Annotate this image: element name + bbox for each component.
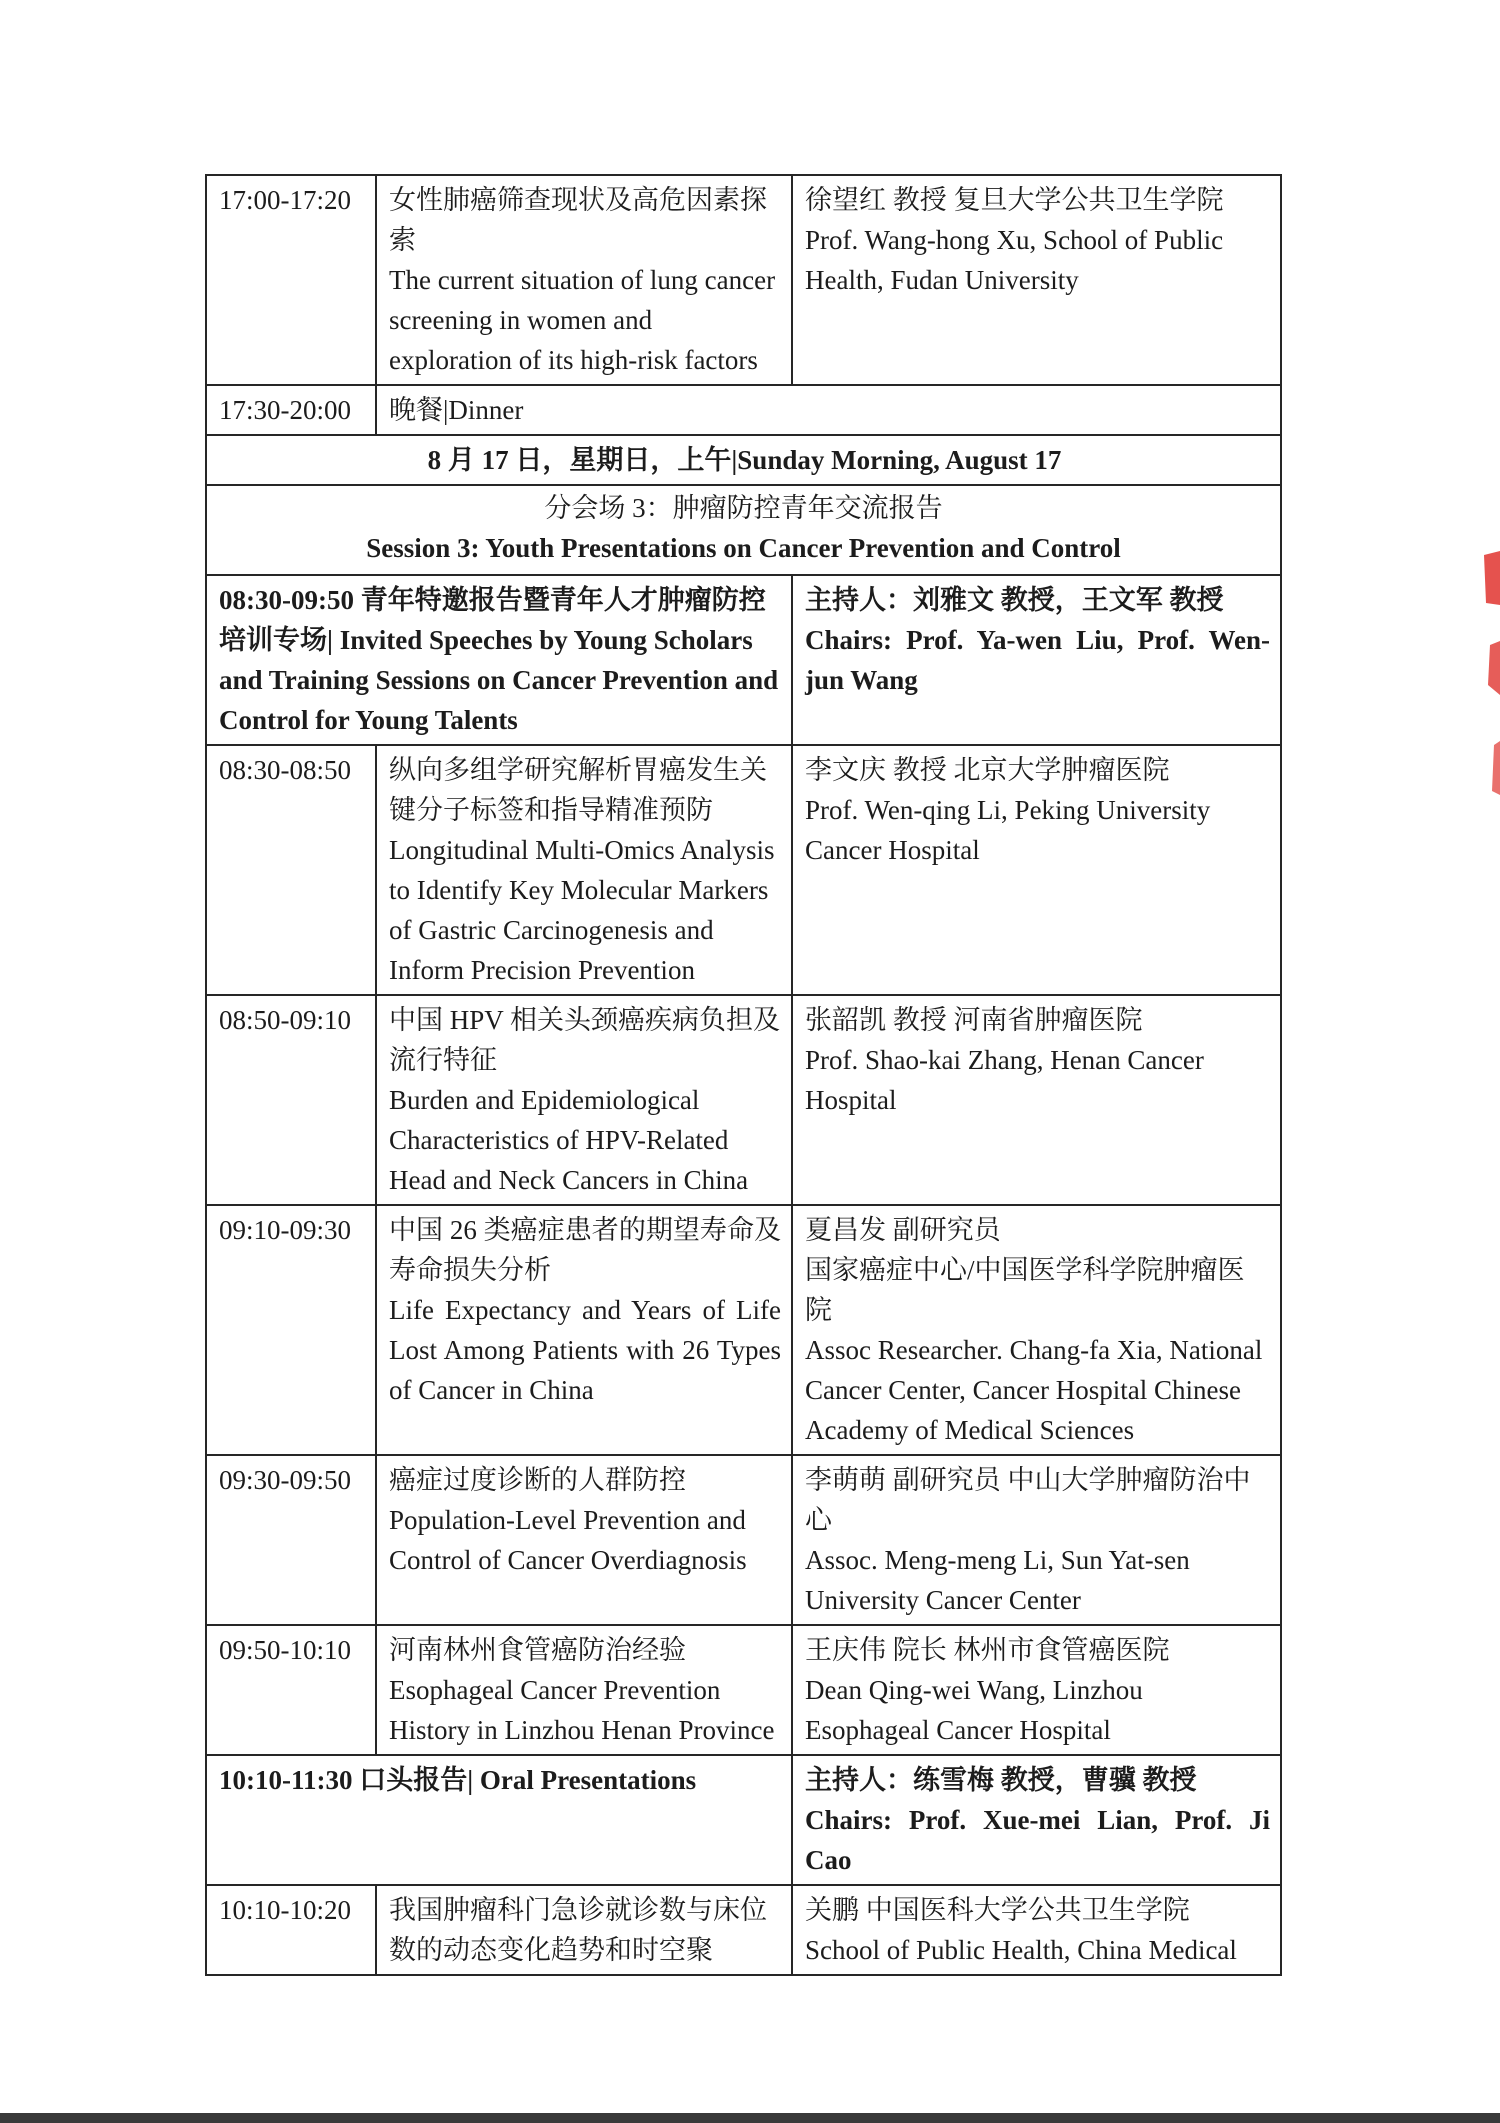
topic-cn: 中国 26 类癌症患者的期望寿命及寿命损失分析 xyxy=(389,1215,781,1285)
block-title: 青年特邀报告暨青年人才肿瘤防控培训专场| Invited Speeches by Young Scholars and Training Sessions on Cancer Prevention and Control for Young Talents xyxy=(219,585,779,735)
speaker-en: Prof. Wen-qing Li, Peking University Cancer Hospital xyxy=(805,795,1211,865)
agenda-row xyxy=(206,175,1281,385)
topic-cn: 女性肺癌筛查现状及高危因素探索 xyxy=(389,185,767,255)
block-title: 口头报告| Oral Presentations xyxy=(359,1765,697,1795)
time-cell: 09:10-09:30 xyxy=(206,1205,376,1455)
speaker-en: Prof. Shao-kai Zhang, Henan Cancer Hospital xyxy=(805,1045,1204,1115)
day-heading-row xyxy=(206,435,1281,485)
topic-cn: 癌症过度诊断的人群防控 xyxy=(389,1465,686,1495)
page-bottom-edge xyxy=(0,2113,1500,2123)
session-heading-row xyxy=(206,485,1281,575)
topic-cell xyxy=(376,1625,792,1755)
agenda-table xyxy=(205,174,1282,1976)
time-cell: 08:30-08:50 xyxy=(206,745,376,995)
chairs-cn: 主持人：练雪梅 教授，曹骥 教授 xyxy=(805,1765,1197,1795)
agenda-row xyxy=(206,1205,1281,1455)
speaker-cn: 王庆伟 院长 林州市食管癌医院 xyxy=(805,1635,1170,1665)
speaker-en: Assoc Researcher. Chang-fa Xia, National Cancer Center, Cancer Hospital Chinese Academy of Medical Sciences xyxy=(805,1335,1263,1445)
session-title-en: Session 3: Youth Presentations on Cancer Prevention and Control xyxy=(366,533,1121,563)
speaker-cn: 张韶凯 教授 河南省肿瘤医院 xyxy=(805,1005,1143,1035)
topic-en: The current situation of lung cancer screening in women and exploration of its high-risk factors xyxy=(389,265,776,375)
time-cell: 09:30-09:50 xyxy=(206,1455,376,1625)
speaker-en: Prof. Wang-hong Xu, School of Public Health, Fudan University xyxy=(805,225,1224,295)
agenda-row xyxy=(206,1455,1281,1625)
speaker-cell xyxy=(792,175,1281,385)
topic-cn: 我国肿瘤科门急诊就诊数与床位数的动态变化趋势和时空聚 xyxy=(389,1895,767,1965)
speaker-affiliation-cn: 国家癌症中心/中国医学科学院肿瘤医院 xyxy=(805,1255,1245,1325)
agenda-sheet xyxy=(205,174,1280,1976)
topic-en: Life Expectancy and Years of Life Lost Among Patients with 26 Types of Cancer in China xyxy=(389,1295,781,1405)
chairs-cell xyxy=(792,1755,1281,1885)
topic-cn: 纵向多组学研究解析胃癌发生关键分子标签和指导精准预防 xyxy=(389,755,767,825)
session-title-cn: 分会场 3：肿瘤防控青年交流报告 xyxy=(544,493,943,523)
time-cell: 09:50-10:10 xyxy=(206,1625,376,1755)
chairs-cell xyxy=(792,575,1281,745)
speaker-cn: 夏昌发 副研究员 xyxy=(805,1215,1001,1245)
speaker-cn: 李文庆 教授 北京大学肿瘤医院 xyxy=(805,755,1170,785)
session-block-title xyxy=(206,1755,792,1885)
speaker-cell xyxy=(792,1625,1281,1755)
topic-cell xyxy=(376,1885,792,1975)
speaker-cn: 关鹏 中国医科大学公共卫生学院 xyxy=(805,1895,1190,1925)
topic-cell xyxy=(376,745,792,995)
agenda-row xyxy=(206,1625,1281,1755)
topic-cell xyxy=(376,1455,792,1625)
block-time: 08:30-09:50 xyxy=(219,585,354,615)
topic-en: Esophageal Cancer Prevention History in Linzhou Henan Province xyxy=(389,1675,775,1745)
speaker-cell xyxy=(792,1455,1281,1625)
speaker-cell xyxy=(792,995,1281,1205)
session-block-title xyxy=(206,575,792,745)
chairs-en: Chairs: Prof. Ya-wen Liu, Prof. Wen-jun Wang xyxy=(805,625,1270,695)
session-block-row xyxy=(206,575,1281,745)
agenda-row xyxy=(206,995,1281,1205)
day-heading: 8 月 17 日，星期日，上午|Sunday Morning, August 17 xyxy=(206,435,1281,485)
time-cell: 10:10-10:20 xyxy=(206,1885,376,1975)
block-time: 10:10-11:30 xyxy=(219,1765,353,1795)
session-heading xyxy=(206,485,1281,575)
chairs-cn: 主持人：刘雅文 教授，王文军 教授 xyxy=(805,585,1224,615)
speaker-cell xyxy=(792,745,1281,995)
speaker-cell xyxy=(792,1885,1281,1975)
time-cell: 08:50-09:10 xyxy=(206,995,376,1205)
time-cell: 17:00-17:20 xyxy=(206,175,376,385)
topic-cn: 河南林州食管癌防治经验 xyxy=(389,1635,686,1665)
speaker-cell xyxy=(792,1205,1281,1455)
speaker-en: School of Public Health, China Medical xyxy=(805,1935,1237,1965)
speaker-cn: 徐望红 教授 复旦大学公共卫生学院 xyxy=(805,185,1224,215)
topic-cell xyxy=(376,1205,792,1455)
topic-cell xyxy=(376,995,792,1205)
agenda-row xyxy=(206,385,1281,435)
topic-en: Population-Level Prevention and Control of Cancer Overdiagnosis xyxy=(389,1505,747,1575)
topic-en: Burden and Epidemiological Characteristics of HPV-Related Head and Neck Cancers in China xyxy=(389,1085,749,1195)
topic-cell xyxy=(376,175,792,385)
speaker-en: Assoc. Meng-meng Li, Sun Yat-sen University Cancer Center xyxy=(805,1545,1190,1615)
topic-cell: 晚餐|Dinner xyxy=(376,385,1281,435)
topic-en: Longitudinal Multi-Omics Analysis to Identify Key Molecular Markers of Gastric Carcinogenesis and Inform Precision Prevention xyxy=(389,835,775,985)
agenda-row xyxy=(206,745,1281,995)
time-cell: 17:30-20:00 xyxy=(206,385,376,435)
speaker-en: Dean Qing-wei Wang, Linzhou Esophageal Cancer Hospital xyxy=(805,1675,1143,1745)
chairs-en: Chairs: Prof. Xue-mei Lian, Prof. Ji Cao xyxy=(805,1805,1270,1875)
speaker-cn: 李萌萌 副研究员 中山大学肿瘤防治中心 xyxy=(805,1465,1251,1535)
seal-stamp-fragment xyxy=(1478,545,1500,845)
agenda-row xyxy=(206,1885,1281,1975)
session-block-row xyxy=(206,1755,1281,1885)
topic-cn: 中国 HPV 相关头颈癌疾病负担及流行特征 xyxy=(389,1005,781,1075)
